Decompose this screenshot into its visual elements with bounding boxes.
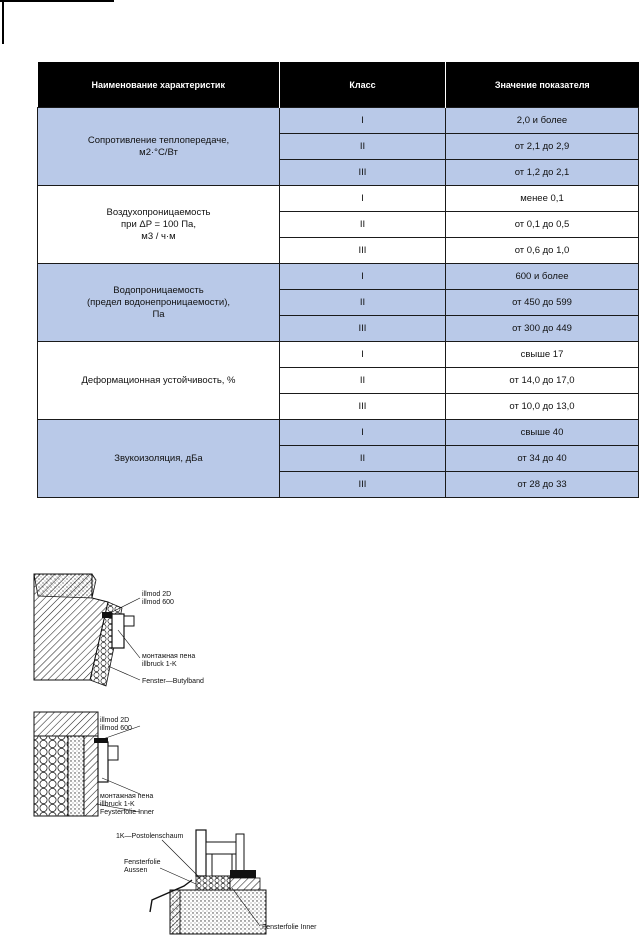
value-cell: от 14,0 до 17,0 — [446, 368, 639, 394]
class-cell: III — [280, 472, 446, 498]
label-feysterfolie-inner: Feysterfolie Inner — [100, 809, 155, 816]
characteristic-name: Сопротивление теплопередаче, м2·°С/Вт — [38, 108, 280, 186]
class-cell: III — [280, 160, 446, 186]
value-cell: от 34 до 40 — [446, 446, 639, 472]
wall-section — [34, 712, 98, 816]
value-cell: от 300 до 449 — [446, 316, 639, 342]
characteristic-name: Звукоизоляция, дБа — [38, 420, 280, 498]
value-cell: от 450 до 599 — [446, 290, 639, 316]
value-cell: от 0,6 до 1,0 — [446, 238, 639, 264]
header-class: Класс — [280, 62, 446, 108]
value-cell: 600 и более — [446, 264, 639, 290]
label-postolenschaum: 1K—Postolenschaum — [116, 833, 184, 840]
class-cell: II — [280, 212, 446, 238]
label-illmod-2d: illmod 2D — [100, 717, 130, 724]
window-frame — [94, 738, 118, 782]
value-cell: менее 0,1 — [446, 186, 639, 212]
label-fensterfolie: Fensterfolie — [124, 859, 161, 866]
class-cell: III — [280, 238, 446, 264]
value-cell: свыше 17 — [446, 342, 639, 368]
class-cell: II — [280, 368, 446, 394]
header-characteristic: Наименование характеристик — [38, 62, 280, 108]
label-illbruck-1k: illbruck 1-K — [142, 661, 177, 668]
table-row — [38, 342, 639, 368]
class-cell: III — [280, 394, 446, 420]
class-cell: I — [280, 342, 446, 368]
label-aussen: Aussen — [124, 867, 148, 874]
table-row — [38, 108, 639, 134]
window-installation-drawing-1 — [30, 570, 230, 692]
window-sill-drawing — [100, 828, 340, 936]
class-cell: I — [280, 108, 446, 134]
value-cell: от 2,1 до 2,9 — [446, 134, 639, 160]
value-cell: от 0,1 до 0,5 — [446, 212, 639, 238]
corner-mark-horizontal — [0, 0, 114, 2]
class-cell: I — [280, 186, 446, 212]
value-cell: от 10,0 до 13,0 — [446, 394, 639, 420]
wall-section — [34, 574, 122, 686]
class-cell: I — [280, 420, 446, 446]
label-mounting-foam: монтажная пена — [100, 793, 154, 800]
label-illmod-600: illmod 600 — [142, 599, 174, 606]
value-cell: свыше 40 — [446, 420, 639, 446]
label-illbruck-1k: illbruck 1-K — [100, 801, 135, 808]
label-butylband: Fenster—Butylband — [142, 678, 204, 685]
class-cell: II — [280, 290, 446, 316]
window-installation-drawing-2 — [30, 708, 230, 830]
corner-mark-vertical — [2, 0, 4, 44]
table-header-row — [38, 62, 639, 108]
value-cell: от 1,2 до 2,1 — [446, 160, 639, 186]
table-row — [38, 420, 639, 446]
sill-section — [150, 870, 266, 934]
class-cell: III — [280, 316, 446, 342]
label-fensterfolie-inner: Fensterfolie Inner — [262, 924, 317, 931]
characteristic-name: Воздухопроницаемость при ΔP = 100 Па, м3 / ч·м — [38, 186, 280, 264]
label-illmod-600: illmod 600 — [100, 725, 132, 732]
label-illmod-2d: illmod 2D — [142, 591, 172, 598]
header-value: Значение показателя — [446, 62, 639, 108]
label-mounting-foam: монтажная пена — [142, 653, 196, 660]
table-row — [38, 186, 639, 212]
class-cell: I — [280, 264, 446, 290]
characteristic-name: Водопроницаемость (предел водонепроницаемости), Па — [38, 264, 280, 342]
characteristic-name: Деформационная устойчивость, % — [38, 342, 280, 420]
value-cell: 2,0 и более — [446, 108, 639, 134]
window-characteristics-table — [37, 62, 639, 498]
table-row — [38, 264, 639, 290]
class-cell: II — [280, 446, 446, 472]
value-cell: от 28 до 33 — [446, 472, 639, 498]
window-frame — [196, 830, 244, 876]
class-cell: II — [280, 134, 446, 160]
